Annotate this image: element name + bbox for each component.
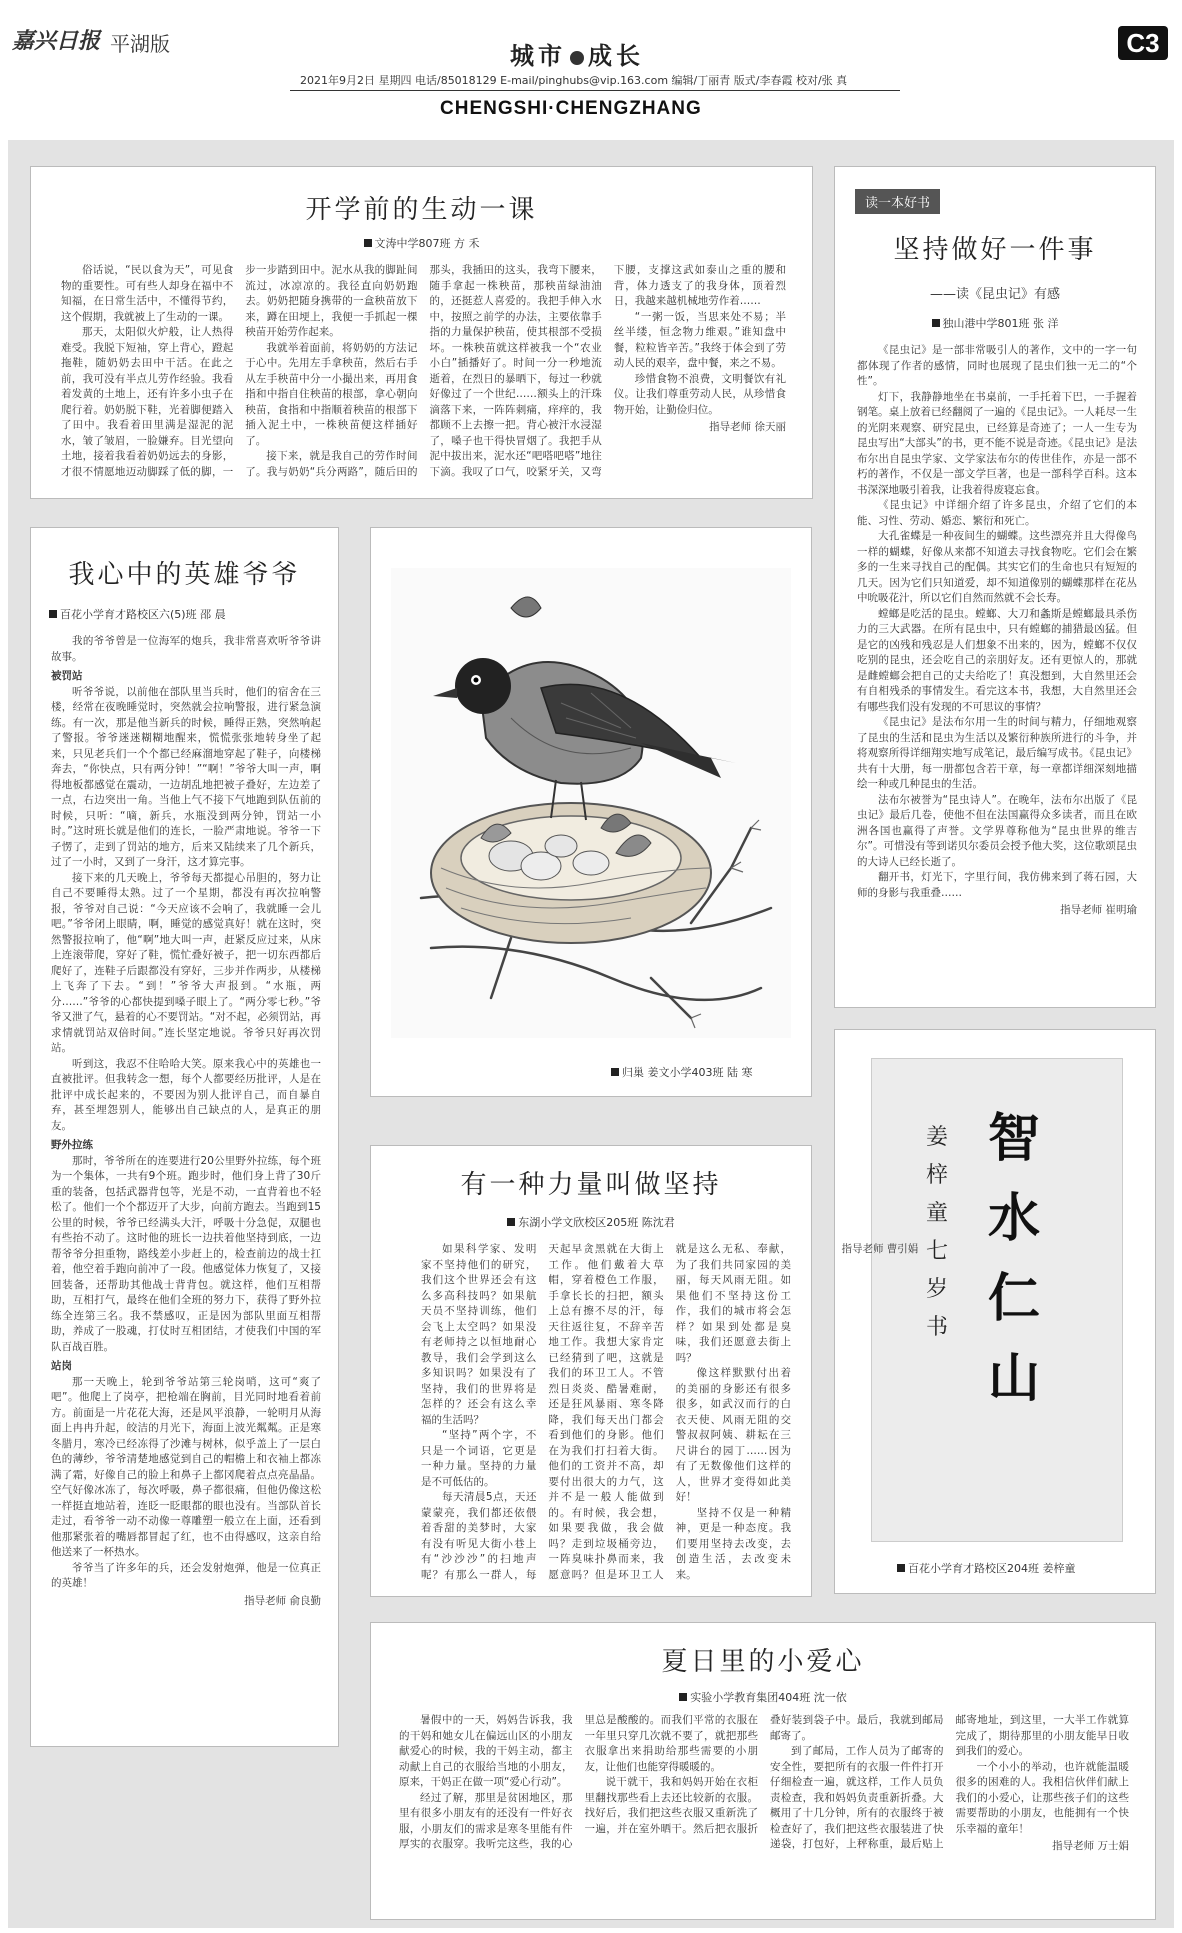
article-body [61,263,786,491]
paragraph: 《昆虫记》是一部非常吸引人的著作，文中的一字一句都体现了作者的感情，同时也展现了昆虫们独一无二的“个性”。 [857,344,1137,387]
subheading: 被罚站 [51,670,83,682]
teacher-credit: 指导老师 崔明瑜 [1060,904,1137,916]
page-number-badge: C3 [1118,26,1168,60]
paragraph: 一个小小的举动，也许就能温暖很多的困难的人。我相信伙伴们献上我们的小爱心，让那些孩子们的这些需要帮助的小朋友，也能拥有一个快乐幸福的童年！ [955,1760,1129,1835]
teacher-credit: 指导老师 曹引娟 [841,1243,919,1255]
paragraph: 《昆虫记》是法布尔用一生的时间与精力，仔细地观察了昆虫的生活和昆虫为生活以及繁衍种族所进行的斗争，并将观察所得详细翔实地写成笔记，最后编写成书。《昆虫记》共有十大册，每一册都包含若干章，每一章都详细深刻地描绘一种或几种昆虫的生活。 [857,716,1137,790]
square-bullet-icon [897,1564,905,1572]
article-opening-lesson [30,166,813,499]
teacher-credit: 指导老师 徐天丽 [709,421,786,433]
article-byline: 独山港中学801班 张 洋 [835,315,1155,331]
section-dot-icon [570,51,584,65]
square-bullet-icon [507,1218,515,1226]
subheading: 野外拉练 [51,1139,93,1151]
article-hero-grandpa [30,527,339,1747]
paragraph: 螳螂是吃活的昆虫。螳螂、大刀和螽斯是螳螂最具杀伤力的三大武器。在所有昆虫中，只有螳螂的捕猎最凶猛。但是它的凶残和残忍是人们想象不出来的，因为，螳螂不仅仅吃别的昆虫，还会吃自己的亲朋好友。还有更惊人的，那就是雌螳螂会把自己的丈夫给吃了！真没想到，大自然里还会有自相残杀的事情发生。看完这本书，我想，大自然里还会有哪些我们没有发现的不可思议的事情？ [857,607,1137,713]
paragraph: 翻开书，灯光下，字里行间，我仿佛来到了蒋石园，大师的身影与我重叠…… [857,871,1137,899]
square-bullet-icon [611,1068,619,1076]
column-tag: 读一本好书 [855,189,940,214]
calligraphy-main-text: 智水仁山 [987,1108,1040,1409]
paragraph: 接下来，就是我自己的劳作时间了。我与奶奶“兵分两路”，随后田的那头，我插田的这头，我弯下腰来，随手拿起一株秧苗，那秧苗绿油油的，还挺惹人喜爱的。我把手伸入水中，按照之前学的办法，主要依靠手指的力量保护秧苗，使其根部不受损坏。一株秧苗就这样被我一个“农业小白”插播好了。时间一分一秒地流逝着，在烈日的暴晒下，每过一秒就好像过了一个世纪……额头上的汗珠滴落下来，一阵阵刺痛，痒痒的，我都顾不上去擦一把。背心被汗水浸湿了，嗓子也干得快冒烟了。我把手从泥中拔出来，泥水还“吧嗒吧嗒”地往下滴。我叹了口气，咬紧牙关，又弯下腰，支撑这武如泰山之重的腰和背，体力透支了的我身体，顶着烈日，我越来越机械地劳作着…… [245,264,786,478]
article-title: 开学前的生动一课 [305,195,538,225]
paragraph: 经过了解，那里是贫困地区，那里有很多小朋友有的还没有一件好衣服，小朋友们的需求是寒冬里能有件厚实的衣服穿。我听完这些，我的心里总是酸酸的。而我们平常的衣服在一年里只穿几次就不要了，就把那些衣服拿出来捐助给那些需要的小朋友，让他们也能穿得暖暖的。 [399,1714,758,1850]
teacher-credit: 指导老师 俞良勤 [244,1594,321,1607]
paragraph: 到了邮局，工作人员为了邮寄的安全性，要把所有的衣服一件件打开仔细检查一遍，就这样，工作人员负责检查，我和妈妈负责重新折叠。大概用了十几分钟，所有的衣服终于被检查好了，我们把这些衣服装进了快递袋，打包好，上秤称重，最后贴上邮寄地址，到这里，一大半工作就算完成了，期待那里的小朋友能早日收到我们的爱心。 [770,1714,1129,1850]
edition-label: 平湖版 [110,32,170,56]
article-body [399,1713,1129,1913]
paragraph: 听爷爷说，以前他在部队里当兵时，他们的宿舍在三楼，经常在夜晚睡觉时，突然就会拉响警报，进行紧急演练。有一次，那是他当新兵的时候，睡得正熟，突然响起了警报。爷爷迷迷糊糊地醒来，慌慌张张地转身坐了起来，只见老兵们一个个都已经麻溜地穿起了鞋子，向楼梯奔去，“你快点，只有两分钟！”“啊！”爷爷大叫一声，啊得地板都感觉在震动，一边胡乱地把被子叠好，左边差了一点，右边突出一角。当他上气不接下气地跑到队伍前的时候，只听：“嘀，新兵，水瓶没到两分钟，罚站一小时。”这时班长就是他们的连长，一脸严肃地说。爷爷一下子愣了，走到了罚站的地方，后来又陆续来了几个新兵，过了一小时，又到了一身汗，这才算完事。 [51,685,321,868]
article-byline: 文涛中学807班 方 禾 [31,235,812,251]
calligraphy-scroll [871,1058,1123,1542]
paragraph: 说干就干，我和妈妈开始在衣柜里翻找那些看上去还比较新的衣服。找好后，我们把这些衣服又重新洗了一遍，并在室外晒干。然后把衣服折叠好装到袋子中。最后，我就到邮局邮寄了。 [584,1714,944,1835]
article-subtitle: ——读《昆虫记》有感 [929,287,1060,302]
section-title-part1: 城市 [510,41,566,70]
article-title: 我心中的英雄爷爷 [68,560,301,590]
paragraph: 我就举着面前，将奶奶的方法记于心中。先用左手拿秧苗，然后右手从左手秧苗中分一小撮出来，再用食指和中指自住秧苗的根部，拿心朝向秧苗，食指和中指顺着秧苗的根部下插入泥土中，一株秧苗便这样插好了。 [245,341,418,447]
article-body [857,343,1137,999]
article-book-review [834,166,1156,1008]
square-bullet-icon [49,610,57,618]
section-title-part2: 成长 [588,41,644,70]
paragraph: 接下来的几天晚上，爷爷每天都提心吊胆的，努力让自己不要睡得太熟。过了一个星期，都没有再次拉响警报，爷爷对自己说：“今天应该不会响了，我就睡一会儿吧。”爷爷闭上眼睛，啊，睡觉的感觉真好！就在这时，突然警报拉响了，他“啊”地大叫一声，赶紧反应过来，从床上连滚带爬，穿好了鞋，慌忙叠好被子，把一切东西都后爬好了，连鞋子后跟都没有穿好，三步并作两步，从楼梯上飞奔了下去。“到！”爷爷大声报到。“水瓶，两分……”爷爷的心都快提到嗓子眼上了。“两分零七秒。”爷爷又泄了气，悬着的心不要罚站。“对不起，必须罚站，再求情就罚站双倍时间。”连长坚定地说。爷爷只好再次罚站。 [51,871,321,1054]
paragraph: 俗话说，“民以食为天”，可见食物的重要性。可有些人却身在福中不知福，在日常生活中，不懂得节约，这个假期，我就被上了生动的一课。 [61,264,234,323]
painting-frame [370,527,812,1097]
paragraph: 《昆虫记》中详细介绍了许多昆虫，介绍了它们的本能、习性、劳动、婚恋、繁衍和死亡。 [857,499,1137,527]
bird-nest-painting [391,568,791,1038]
article-body [51,634,321,1738]
square-bullet-icon [364,239,372,247]
section-title [510,36,644,71]
paragraph: 法布尔被誉为“昆虫诗人”。在晚年，法布尔出版了《昆虫记》最后几卷，使他不但在法国赢得众多读者，而且在欧洲各国也赢得了声誉。文学界尊称他为“昆虫世界的维吉尔”。可惜没有等到诺贝尔委员会授予他大奖，这位歌颂昆虫的大诗人已经长逝了。 [857,793,1137,868]
square-bullet-icon [679,1693,687,1701]
masthead-info: 2021年9月2日 星期四 电话/85018129 E-mail/pinghubs@vip.163.com 编辑/丁丽青 版式/李春霞 校对/张 真 [300,74,848,87]
paragraph: 如果科学家、发明家不坚持他们的研究，我们这个世界还会有这么多高科技吗？如果航天员不坚持训练，他们会飞上太空吗？如果没有老师持之以恒地耐心教导，我们会学到这么多知识吗？如果没有了坚持，我们的世界将是怎样的？还会有这么幸福的生活吗？ [421,1243,537,1426]
article-title: 有一种力量叫做坚持 [460,1170,722,1200]
painting-caption: 归巢 姜文小学403班 陆 寒 [611,1064,753,1080]
masthead-rule [290,90,900,91]
article-byline: 实验小学教育集团404班 沈一依 [371,1689,1155,1705]
section-pinyin: CHENGSHI·CHENGZHANG [440,98,702,119]
paragraph: 暑假中的一天，妈妈告诉我，我的干妈和她女儿在偏远山区的小朋友献爱心的时候，我的干妈主动，都主动献上自己的衣服给当地的小朋友，原来，干妈正在做一项“爱心行动”。 [399,1714,573,1788]
article-summer-love [370,1622,1156,1920]
paragraph: 像这样默默付出着的美丽的身影还有很多很多，如武汉而行的白衣天使、风雨无阻的交警叔叔阿姨、耕耘在三尺讲台的园丁……因为有了无数像他们这样的人，世界才变得如此美好！ [675,1367,791,1503]
subheading: 站岗 [51,1360,72,1372]
paragraph: 坚持不仅是一种精神，更是一种态度。我们要用坚持去改变，去创造生活，去改变未来。 [675,1506,791,1581]
article-title: 夏日里的小爱心 [661,1647,865,1677]
article-byline: 东湖小学文欣校区205班 陈沈君 [371,1214,811,1230]
paragraph: “一粥一饭，当思来处不易；半丝半缕，恒念物力维艰。”谁知盘中餐，粒粒皆辛苦。”我终于体会到了劳动人民的艰辛，盘中餐，来之不易。 [613,310,786,369]
paragraph: 爷爷当了许多年的兵，还会发射炮弹，他是一位真正的英雄！ [51,1561,321,1589]
paragraph: 每天清晨5点，天还蒙蒙亮，我们都还依偎着香甜的美梦时，大家有没有听见大街小巷上有“沙沙沙”的扫地声呢？有那么一群人，每天起早贪黑就在大街上工作。他们戴着大草帽，穿着橙色工作服，手拿长长的扫把，额头上总有擦不尽的汗，每天往返往复，不辞辛苦地工作。我想大家肯定已经猜到了吧，这就是我们的环卫工人。不管烈日炎炎、酷暑难耐，还是狂风暴雨、寒冬降降，我们每天出门都会看到他们的身影。他们在为我们打扫着大街。他们的工资并不高，却要付出很大的力气，这并不是一般人能做到的。有时候，我会想，如果要我做，我会做吗？走到垃圾桶旁边，一阵臭味扑鼻而来，我愿意吗？但是环卫工人就是这么无私、奉献，为了我们共同家园的美丽，每天风雨无阻。如果他们不坚持这份工作，我们的城市将会怎样？如果到处都是臭味，我们还愿意去街上吗？ [421,1243,791,1581]
article-byline: 百花小学育才路校区六(5)班 邵 晨 [49,606,338,622]
newspaper-logo: 嘉兴日报 [12,28,101,54]
calligraphy-signature: 姜梓童七岁书 [925,1125,948,1340]
article-title: 坚持做好一件事 [893,235,1097,265]
calligraphy-frame [834,1029,1156,1594]
paragraph: 珍惜食物不浪费，文明餐饮有礼仪。让我们尊重劳动人民，从珍惜食物开始，让勤俭归位。 [613,372,786,416]
teacher-credit: 指导老师 万士娟 [1052,1840,1129,1852]
article-body [421,1242,919,1588]
calligraphy-caption: 百花小学育才路校区204班 姜梓童 [897,1560,1076,1576]
paragraph: “坚持”两个字，不只是一个词语，它更是一种力量。坚持的力量是不可低估的。 [421,1429,537,1488]
paragraph: 灯下，我静静地坐在书桌前，一手托着下巴，一手握着钢笔。桌上放着已经翻阅了一遍的《昆虫记》。一人耗尽一生的光阴来观察、研究昆虫，已经算是奇迹了；一人一生专为昆虫写出“大部头”的书，更不能不说是奇迹。《昆虫记》是法布尔出自昆虫学家、文学家法布尔的传世佳作，亦是一部不朽的著作，不仅是一部文学巨著，也是一部科学百科。这本书深深地吸引着我，让我着得废寝忘食。 [857,390,1137,496]
paragraph: 听到这，我忍不住哈哈大笑。原来我心中的英雄也一直被批评。但我转念一想，每个人都要经历批评，人是在批评中成长起来的，不要因为别人批评自己，而自暴自弃，甚至埋怨别人，能够出自己缺点的人，是真正的朋友。 [51,1057,321,1132]
paragraph: 那一天晚上，轮到爷爷站第三轮岗哨，这可“爽了吧”。他爬上了岗亭，把枪端在胸前，目光同时地看着前方。前面是一片花花大海，还是风平浪静，一轮明月从海面上冉冉升起，皎洁的月光下，海面上波光粼粼。正是寒冬腊月，寒冷已经冻得了沙滩与树林，似乎盖上了一层白色的薄纱，爷爷清楚地感觉到自己的帽檐上和衣袖上都冻满了霜，好像自己的脸上和鼻子上都冈爬着点点亮晶晶。空气好像冰冻了，每次呼吸，鼻子都很痛，但他仍像这松一样挺直地站着，连眨一眨眼都的眼也没有。当部队首长走过，看爷爷一动不动像一尊雕塑一般立在上面，还看到他那紧张着的嘴唇都冒起了红，也不由得感叹，这亲自给他送来了一杯热水。 [51,1375,321,1558]
article-persistence [370,1145,919,1597]
square-bullet-icon [932,319,940,327]
paragraph: 我的爷爷曾是一位海军的炮兵，我非常喜欢听爷爷讲故事。 [51,635,321,663]
paragraph: 那天，太阳似火炉般，让人热得难受。我脱下短袖，穿上背心，蹬起拖鞋，随奶奶去田中干活。在此之前，我可没有半点儿劳作经验。我看着发黄的土地上，还有许多小虫子在爬行着。奶奶脱下鞋，光着脚便踏入了田中。我看着田里满是湿泥的泥水，皱了皱眉，一脸嫌弃。目光望向土地，接着我看着奶奶远去的身影，才很不情愿地迈动脚踩了低的脚，一步一步踏到田中。泥水从我的脚趾间流过，冰凉凉的。我径直向奶奶跑去。奶奶把随身携带的一盒秧苗放下来，蹲在田埂上，我便一手抓起一棵秧苗开始劳作起来。 [61,264,418,478]
paragraph: 大孔雀蝶是一种夜间生的蝴蝶。这些漂亮并且大得像鸟一样的蝴蝶，好像从来都不知道去寻找食物吃。它们会在繁多的一生来寻找自己的配偶。其实它们的生命也只有短短的几天。因为它们只知道爱，却不知道像别的蝴蝶那样在花丛中吮吸花汁，所以它们自然而然就不会长寿。 [857,530,1137,604]
paragraph: 那时，爷爷所在的连要进行20公里野外拉练，每个班为一个集体，一共有9个班。跑步时，他们身上背了30斤重的装备，包括武器背包等，光是不动，一直背着也不轻松了。他们一个个都迈开了大步，向前方跑去。当跑到15公里的时候，爷爷已经满头大汗，呼吸十分急促，双腿也有些抬不动了。这时他的班长一边扶着他坚持到底，一边帮爷爷分担重物，路线差小步赶上的，检查前边的战士扛着，他空着手跑向前冲了一段。他感觉体力恢复了，又接回装备，还帮助其他战士背背包。就这样，他们互相帮助，互相打气，最终在他们全班的努力下，获得了野外拉练全连第三名。我不禁感叹，正是因为部队里面互相帮助，养成了一股魂，打仗时互相团结，才使我们中国的军队百战百胜。 [51,1154,321,1353]
